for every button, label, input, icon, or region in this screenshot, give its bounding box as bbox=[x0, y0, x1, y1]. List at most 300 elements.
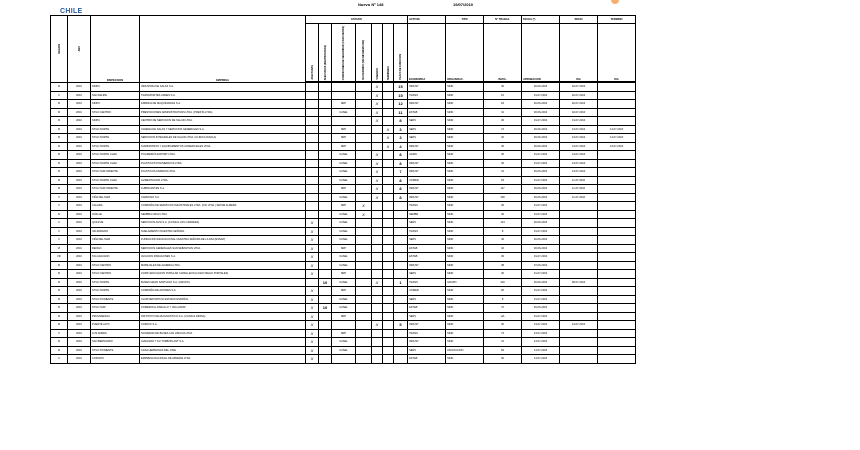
row-estado-no-definido bbox=[356, 270, 372, 279]
row-inicio: 02-07-2010 bbox=[560, 91, 598, 100]
row-inspeccion: STGO NORTE bbox=[91, 134, 140, 143]
row-termino bbox=[598, 287, 636, 296]
row-estado-condiciones: CASEL bbox=[332, 253, 356, 262]
row-actividad: SERV bbox=[408, 346, 446, 355]
row-estado-condiciones: CASEL bbox=[332, 219, 356, 228]
row-inicio: 02-07-2010 bbox=[560, 82, 598, 91]
row-estado-vigencia bbox=[372, 338, 383, 347]
row-ntrab: 144 bbox=[484, 219, 522, 228]
row-estado-identificadas bbox=[319, 355, 332, 364]
row-ntrab: 30 bbox=[484, 82, 522, 91]
row-estado-identificadas bbox=[319, 159, 332, 168]
row-estado-vigencia: X bbox=[372, 185, 383, 194]
row-actividad: SERV bbox=[408, 117, 446, 126]
row-estado-no-definido bbox=[356, 125, 372, 134]
row-inicio: 02-07-2010 bbox=[560, 108, 598, 117]
table-row bbox=[51, 176, 636, 185]
row-tipo: SIND bbox=[446, 244, 484, 253]
row-estado-identificadas bbox=[319, 168, 332, 177]
row-ntrab: 60 bbox=[484, 287, 522, 296]
row-inicio: 11-07-2010 bbox=[560, 176, 598, 185]
row-estado-plazo: 8 bbox=[394, 117, 408, 126]
row-estado-terminada bbox=[383, 304, 394, 313]
row-actividad: TRANS bbox=[408, 227, 446, 236]
row-estado-plazo bbox=[394, 236, 408, 245]
row-estado-plazo: 8 bbox=[394, 159, 408, 168]
row-estado-afectadas bbox=[306, 202, 319, 211]
row-tipo: SIND bbox=[446, 338, 484, 347]
row-estado-no-definido bbox=[356, 244, 372, 253]
row-estado-terminada bbox=[383, 338, 394, 347]
row-empresa: SERVICIOS GENERALES SAN SEBASTIAN LTDA. bbox=[140, 244, 306, 253]
row-inicio: 13-07-2010 bbox=[560, 134, 598, 143]
row-tipo: SIND bbox=[446, 125, 484, 134]
row-estado-no-definido bbox=[356, 236, 372, 245]
row-ntrab: 47 bbox=[484, 304, 522, 313]
row-empresa: COMPAÑIA DE AVIONES S.A. bbox=[140, 287, 306, 296]
row-anio: 2010 bbox=[68, 295, 91, 304]
row-empresa: ALIMENTACION LTDA. bbox=[140, 176, 306, 185]
row-empresa: POLIMEROS EXPORT LTDA. bbox=[140, 151, 306, 160]
row-fecha: 14-07-2010 bbox=[522, 338, 560, 347]
row-inspeccion: STGO CENTRO bbox=[91, 270, 140, 279]
row-estado-no-definido bbox=[356, 176, 372, 185]
row-estado-identificadas bbox=[319, 125, 332, 134]
row-estado-afectadas bbox=[306, 151, 319, 160]
row-estado-terminada bbox=[383, 295, 394, 304]
row-estado-terminada bbox=[383, 321, 394, 330]
row-estado-terminada bbox=[383, 168, 394, 177]
row-estado-identificadas bbox=[319, 185, 332, 194]
row-estado-vigencia: X bbox=[372, 176, 383, 185]
row-termino bbox=[598, 219, 636, 228]
row-estado-no-definido bbox=[356, 108, 372, 117]
row-ntrab: 60 bbox=[484, 355, 522, 364]
row-inspeccion: SINPU bbox=[91, 82, 140, 91]
row-termino bbox=[598, 117, 636, 126]
row-estado-condiciones: SRP bbox=[332, 312, 356, 321]
row-inspeccion: STGO SUR ORIENTE bbox=[91, 185, 140, 194]
row-estado-terminada bbox=[383, 185, 394, 194]
col-inicio: INICIO bbox=[560, 16, 598, 24]
row-region: XI bbox=[51, 134, 68, 143]
row-estado-afectadas: X bbox=[306, 270, 319, 279]
row-inicio bbox=[560, 355, 598, 364]
row-estado-identificadas bbox=[319, 108, 332, 117]
row-estado-plazo: 15 bbox=[394, 82, 408, 91]
table-row bbox=[51, 253, 636, 262]
row-estado-afectadas bbox=[306, 117, 319, 126]
row-termino bbox=[598, 304, 636, 313]
row-estado-condiciones: CASEL bbox=[332, 304, 356, 313]
table-row bbox=[51, 287, 636, 296]
row-fecha: 01-07-2010 bbox=[522, 287, 560, 296]
row-anio: 2010 bbox=[68, 185, 91, 194]
col-fecha-sub: APROBACION bbox=[522, 24, 560, 83]
row-empresa: COPACK S.A. bbox=[140, 321, 306, 330]
col-estado-condiciones: CONDICIONES DE SEGURIDAD (CASO/OHSAS) bbox=[332, 24, 356, 83]
row-fecha: 01-07-2010 bbox=[522, 117, 560, 126]
row-estado-afectadas: X bbox=[306, 253, 319, 262]
row-estado-terminada bbox=[383, 261, 394, 270]
row-inspeccion: QUILPUE bbox=[91, 219, 140, 228]
row-estado-terminada bbox=[383, 287, 394, 296]
row-actividad: INDUST bbox=[408, 159, 446, 168]
row-estado-condiciones: CASEL bbox=[332, 338, 356, 347]
row-fecha: 01-07-2010 bbox=[522, 151, 560, 160]
row-region: V bbox=[51, 202, 68, 211]
row-estado-no-definido bbox=[356, 321, 372, 330]
row-estado-terminada: X bbox=[383, 142, 394, 151]
row-anio: 2010 bbox=[68, 312, 91, 321]
row-tipo: GRUPO bbox=[446, 278, 484, 287]
row-estado-vigencia bbox=[372, 295, 383, 304]
row-inicio bbox=[560, 227, 598, 236]
row-inicio bbox=[560, 270, 598, 279]
row-empresa: SERVICIOS AUSI S.A. (CLINICA LOS CARRERA) bbox=[140, 219, 306, 228]
table-row bbox=[51, 202, 636, 211]
row-fecha: 30-06-2010 bbox=[522, 219, 560, 228]
row-estado-condiciones: SRP bbox=[332, 329, 356, 338]
row-estado-afectadas bbox=[306, 210, 319, 219]
row-fecha: 01-07-2010 bbox=[522, 202, 560, 211]
row-ntrab: 36 bbox=[484, 159, 522, 168]
row-inicio bbox=[560, 253, 598, 262]
row-estado-no-definido bbox=[356, 100, 372, 109]
row-estado-afectadas bbox=[306, 100, 319, 109]
row-inspeccion: STGO CENTRO bbox=[91, 108, 140, 117]
row-actividad: SERV bbox=[408, 219, 446, 228]
row-termino: 13-07-2010 bbox=[598, 142, 636, 151]
row-inicio: 13-07-2010 bbox=[560, 168, 598, 177]
row-estado-identificadas bbox=[319, 151, 332, 160]
row-estado-vigencia bbox=[372, 253, 383, 262]
row-estado-afectadas: X bbox=[306, 244, 319, 253]
row-estado-terminada bbox=[383, 117, 394, 126]
row-region: XI bbox=[51, 270, 68, 279]
row-region: XI bbox=[51, 108, 68, 117]
row-fecha: 01-07-2010 bbox=[522, 159, 560, 168]
row-inicio bbox=[560, 202, 598, 211]
row-estado-identificadas bbox=[319, 261, 332, 270]
row-anio: 2010 bbox=[68, 176, 91, 185]
row-estado-vigencia: X bbox=[372, 151, 383, 160]
row-termino bbox=[598, 159, 636, 168]
col-ntrab: Nº TRABAJ. bbox=[484, 16, 522, 24]
row-actividad: SERV bbox=[408, 312, 446, 321]
table-row bbox=[51, 312, 636, 321]
row-estado-condiciones: CASEL bbox=[332, 236, 356, 245]
row-actividad: TRANS bbox=[408, 329, 446, 338]
row-termino bbox=[598, 202, 636, 211]
row-estado-terminada bbox=[383, 227, 394, 236]
row-estado-no-definido bbox=[356, 355, 372, 364]
row-anio: 2010 bbox=[68, 244, 91, 253]
row-empresa: COMERCIAL PARALLO Y VALLADOR bbox=[140, 304, 306, 313]
row-actividad: INDUST bbox=[408, 321, 446, 330]
row-ntrab: 32 bbox=[484, 244, 522, 253]
row-inspeccion: STGO NORTE bbox=[91, 287, 140, 296]
row-estado-plazo: 5 bbox=[394, 321, 408, 330]
row-estado-plazo bbox=[394, 219, 408, 228]
row-inspeccion: VIÑA DEL MAR bbox=[91, 193, 140, 202]
row-inspeccion: PROVIDENCIA bbox=[91, 312, 140, 321]
row-estado-afectadas bbox=[306, 278, 319, 287]
row-estado-vigencia bbox=[372, 244, 383, 253]
row-estado-vigencia: X bbox=[372, 159, 383, 168]
row-empresa: SUELAMIENTO NUESTRA SEÑORA bbox=[140, 227, 306, 236]
row-anio: 2010 bbox=[68, 278, 91, 287]
row-anio: 2010 bbox=[68, 261, 91, 270]
row-estado-vigencia: X bbox=[372, 91, 383, 100]
row-termino bbox=[598, 278, 636, 287]
row-estado-vigencia bbox=[372, 312, 383, 321]
row-fecha: 30-06-2010 bbox=[522, 142, 560, 151]
row-estado-terminada bbox=[383, 219, 394, 228]
table-row bbox=[51, 295, 636, 304]
row-empresa: SEMBRA CRUZ LTDA. bbox=[140, 210, 306, 219]
row-region: XI bbox=[51, 82, 68, 91]
row-empresa: COMPAÑIA DE SERVICIOS INDUSTRIALES LTDA. (CSI LTDA.) SETAM ALMERA bbox=[140, 202, 306, 211]
col-estado-vigencia: VIGENCIA bbox=[372, 24, 383, 83]
row-estado-plazo: 8 bbox=[394, 176, 408, 185]
row-estado-plazo bbox=[394, 270, 408, 279]
row-inspeccion: STGO NORTE CHAC bbox=[91, 159, 140, 168]
row-estado-condiciones: CASEL bbox=[332, 193, 356, 202]
row-estado-no-definido bbox=[356, 338, 372, 347]
row-ntrab: 16 bbox=[484, 91, 522, 100]
row-inspeccion: SINPU bbox=[91, 100, 140, 109]
table-row bbox=[51, 304, 636, 313]
row-estado-terminada bbox=[383, 159, 394, 168]
row-ntrab: 30 bbox=[484, 321, 522, 330]
row-anio: 2010 bbox=[68, 100, 91, 109]
row-estado-afectadas bbox=[306, 134, 319, 143]
row-actividad: TRANS bbox=[408, 91, 446, 100]
row-empresa: SOCIEDAD DE BUSES LAN LIMA DA LTDA. bbox=[140, 329, 306, 338]
row-region: II bbox=[51, 355, 68, 364]
row-actividad: ESTAB bbox=[408, 355, 446, 364]
row-termino bbox=[598, 91, 636, 100]
row-ntrab: 46 bbox=[484, 236, 522, 245]
row-estado-condiciones: CASEL bbox=[332, 261, 356, 270]
row-estado-no-definido bbox=[356, 193, 372, 202]
row-estado-plazo: 3 bbox=[394, 125, 408, 134]
row-inspeccion: VIÑA DEL MAR bbox=[91, 236, 140, 245]
row-actividad: AGRIC bbox=[408, 151, 446, 160]
row-region: XI bbox=[51, 304, 68, 313]
row-estado-terminada bbox=[383, 91, 394, 100]
row-ntrab: 31 bbox=[484, 168, 522, 177]
row-ntrab: 30 bbox=[484, 210, 522, 219]
row-tipo: SIND bbox=[446, 82, 484, 91]
row-estado-vigencia: X bbox=[372, 108, 383, 117]
row-termino bbox=[598, 185, 636, 194]
row-estado-condiciones: SRP bbox=[332, 185, 356, 194]
row-region: XI bbox=[51, 100, 68, 109]
row-estado-terminada bbox=[383, 108, 394, 117]
row-region: XI bbox=[51, 287, 68, 296]
row-region: VIII bbox=[51, 253, 68, 262]
row-tipo: SIND bbox=[446, 210, 484, 219]
row-tipo: SIND bbox=[446, 142, 484, 151]
row-inspeccion: CALAMA bbox=[91, 202, 140, 211]
row-estado-identificadas bbox=[319, 227, 332, 236]
row-inicio: 13-07-2010 bbox=[560, 142, 598, 151]
row-estado-vigencia bbox=[372, 236, 383, 245]
row-estado-identificadas bbox=[319, 219, 332, 228]
row-ntrab: 420 bbox=[484, 278, 522, 287]
row-fecha: 01-07-2010 bbox=[522, 312, 560, 321]
row-fecha: 30-06-2010 bbox=[522, 304, 560, 313]
row-inspeccion: SAN BERNARDO bbox=[91, 338, 140, 347]
row-tipo: SIND bbox=[446, 312, 484, 321]
row-actividad: INDUST bbox=[408, 142, 446, 151]
row-tipo: SIND bbox=[446, 202, 484, 211]
row-tipo: SIND bbox=[446, 227, 484, 236]
col-estado-afectadas: AFECTADAS bbox=[306, 24, 319, 83]
row-estado-no-definido bbox=[356, 82, 372, 91]
row-inicio bbox=[560, 295, 598, 304]
row-empresa: FABRICA DE MAQUINARIAS S.A. bbox=[140, 100, 306, 109]
row-termino bbox=[598, 338, 636, 347]
row-termino bbox=[598, 355, 636, 364]
row-estado-no-definido bbox=[356, 117, 372, 126]
row-inicio: 11-07-2010 bbox=[560, 193, 598, 202]
row-estado-identificadas bbox=[319, 270, 332, 279]
row-fecha: 01-07-2010 bbox=[522, 295, 560, 304]
row-fecha: 14-07-2010 bbox=[522, 355, 560, 364]
row-termino bbox=[598, 346, 636, 355]
row-termino: 14-07-2010 bbox=[598, 125, 636, 134]
row-inicio bbox=[560, 287, 598, 296]
row-inspeccion: TALCAHUANO bbox=[91, 253, 140, 262]
col-tipo: TIPO bbox=[446, 16, 484, 24]
row-inicio: 11-07-2010 bbox=[560, 185, 598, 194]
row-tipo: ASOCIACION bbox=[446, 346, 484, 355]
row-estado-vigencia bbox=[372, 355, 383, 364]
row-anio: 2010 bbox=[68, 355, 91, 364]
row-estado-plazo bbox=[394, 346, 408, 355]
row-region: VI bbox=[51, 244, 68, 253]
row-tipo: SIND bbox=[446, 91, 484, 100]
row-termino bbox=[598, 227, 636, 236]
row-estado-afectadas: X bbox=[306, 338, 319, 347]
row-empresa: INDUSTRIA DE SALAS S.A. bbox=[140, 82, 306, 91]
row-estado-vigencia bbox=[372, 287, 383, 296]
row-fecha: 30-06-2010 bbox=[522, 185, 560, 194]
row-estado-condiciones: SRP bbox=[332, 142, 356, 151]
row-tipo: SIND bbox=[446, 193, 484, 202]
flower-logo-icon bbox=[611, 0, 619, 4]
row-estado-identificadas bbox=[319, 210, 332, 219]
row-empresa: TRANSPORTES ANDES S.A. bbox=[140, 91, 306, 100]
row-estado-no-definido bbox=[356, 168, 372, 177]
row-empresa: CLUB DEPORTIVO ESTADIO ESPAÑOL bbox=[140, 295, 306, 304]
row-fecha: 07-06-2010 bbox=[522, 261, 560, 270]
table-row bbox=[51, 142, 636, 151]
row-estado-afectadas: X bbox=[306, 321, 319, 330]
row-inicio bbox=[560, 312, 598, 321]
row-estado-plazo bbox=[394, 227, 408, 236]
row-estado-plazo: 1 bbox=[394, 278, 408, 287]
row-fecha: 30-06-2010 bbox=[522, 168, 560, 177]
row-empresa: PLASTICOS ANDINOS LTDA. bbox=[140, 168, 306, 177]
row-inicio bbox=[560, 346, 598, 355]
row-actividad: ESTAB bbox=[408, 108, 446, 117]
row-estado-terminada bbox=[383, 210, 394, 219]
strikes-table bbox=[50, 15, 636, 364]
row-inicio bbox=[560, 329, 598, 338]
row-anio: 2010 bbox=[68, 168, 91, 177]
row-estado-terminada bbox=[383, 355, 394, 364]
row-fecha: 01-07-2010 bbox=[522, 176, 560, 185]
row-actividad: SEMBR bbox=[408, 210, 446, 219]
row-estado-no-definido bbox=[356, 295, 372, 304]
table-row bbox=[51, 236, 636, 245]
row-estado-condiciones: CASEL bbox=[332, 295, 356, 304]
row-actividad: COMER bbox=[408, 287, 446, 296]
row-estado-identificadas: 10 bbox=[319, 278, 332, 287]
table-row bbox=[51, 278, 636, 287]
row-estado-plazo bbox=[394, 304, 408, 313]
row-estado-identificadas bbox=[319, 134, 332, 143]
table-row bbox=[51, 117, 636, 126]
row-termino bbox=[598, 270, 636, 279]
table-row bbox=[51, 100, 636, 109]
row-estado-vigencia bbox=[372, 219, 383, 228]
row-empresa: CORP. EDUCACION POPULAR CAPELLEON (LICEO DIEGO PORTALES) bbox=[140, 270, 306, 279]
row-estado-identificadas bbox=[319, 82, 332, 91]
col-actividad: ACTIVID. bbox=[408, 16, 446, 24]
col-inspeccion: INSPECCION bbox=[91, 16, 140, 83]
row-empresa: PLASTICOS POLIMERICOS LTDA. bbox=[140, 159, 306, 168]
col-estado-plazo: PLAZO DE DURACION bbox=[394, 24, 408, 83]
row-inicio: 08-07-2010 bbox=[560, 278, 598, 287]
row-tipo: SIND bbox=[446, 355, 484, 364]
row-inspeccion: SINPU bbox=[91, 117, 140, 126]
row-fecha: 13-07-2010 bbox=[522, 321, 560, 330]
row-estado-no-definido bbox=[356, 329, 372, 338]
row-fecha: 01-07-2010 bbox=[522, 91, 560, 100]
row-estado-afectadas bbox=[306, 185, 319, 194]
row-fecha: 14-07-2010 bbox=[522, 346, 560, 355]
row-estado-afectadas bbox=[306, 142, 319, 151]
row-actividad: ESTAB bbox=[408, 253, 446, 262]
row-estado-condiciones: SRP bbox=[332, 287, 356, 296]
col-region: REGION bbox=[51, 16, 68, 83]
row-estado-identificadas bbox=[319, 244, 332, 253]
row-anio: 2010 bbox=[68, 108, 91, 117]
row-fecha: 30-06-2010 bbox=[522, 108, 560, 117]
row-actividad: INDUST bbox=[408, 82, 446, 91]
row-empresa: AVIACION PARAGONES S.A. bbox=[140, 253, 306, 262]
row-region: XI bbox=[51, 312, 68, 321]
table-row bbox=[51, 329, 636, 338]
row-estado-identificadas bbox=[319, 100, 332, 109]
table-row bbox=[51, 355, 636, 364]
row-inspeccion: STGO NORTE CHAC bbox=[91, 151, 140, 160]
row-inspeccion: SAN FELIPE bbox=[91, 91, 140, 100]
row-inspeccion: STGO PONIENTE bbox=[91, 346, 140, 355]
row-estado-terminada bbox=[383, 82, 394, 91]
table-row bbox=[51, 346, 636, 355]
row-estado-vigencia: X bbox=[372, 278, 383, 287]
row-ntrab: 73 bbox=[484, 329, 522, 338]
row-estado-condiciones: SRP bbox=[332, 134, 356, 143]
row-actividad: INDUST bbox=[408, 261, 446, 270]
row-region: V bbox=[51, 227, 68, 236]
